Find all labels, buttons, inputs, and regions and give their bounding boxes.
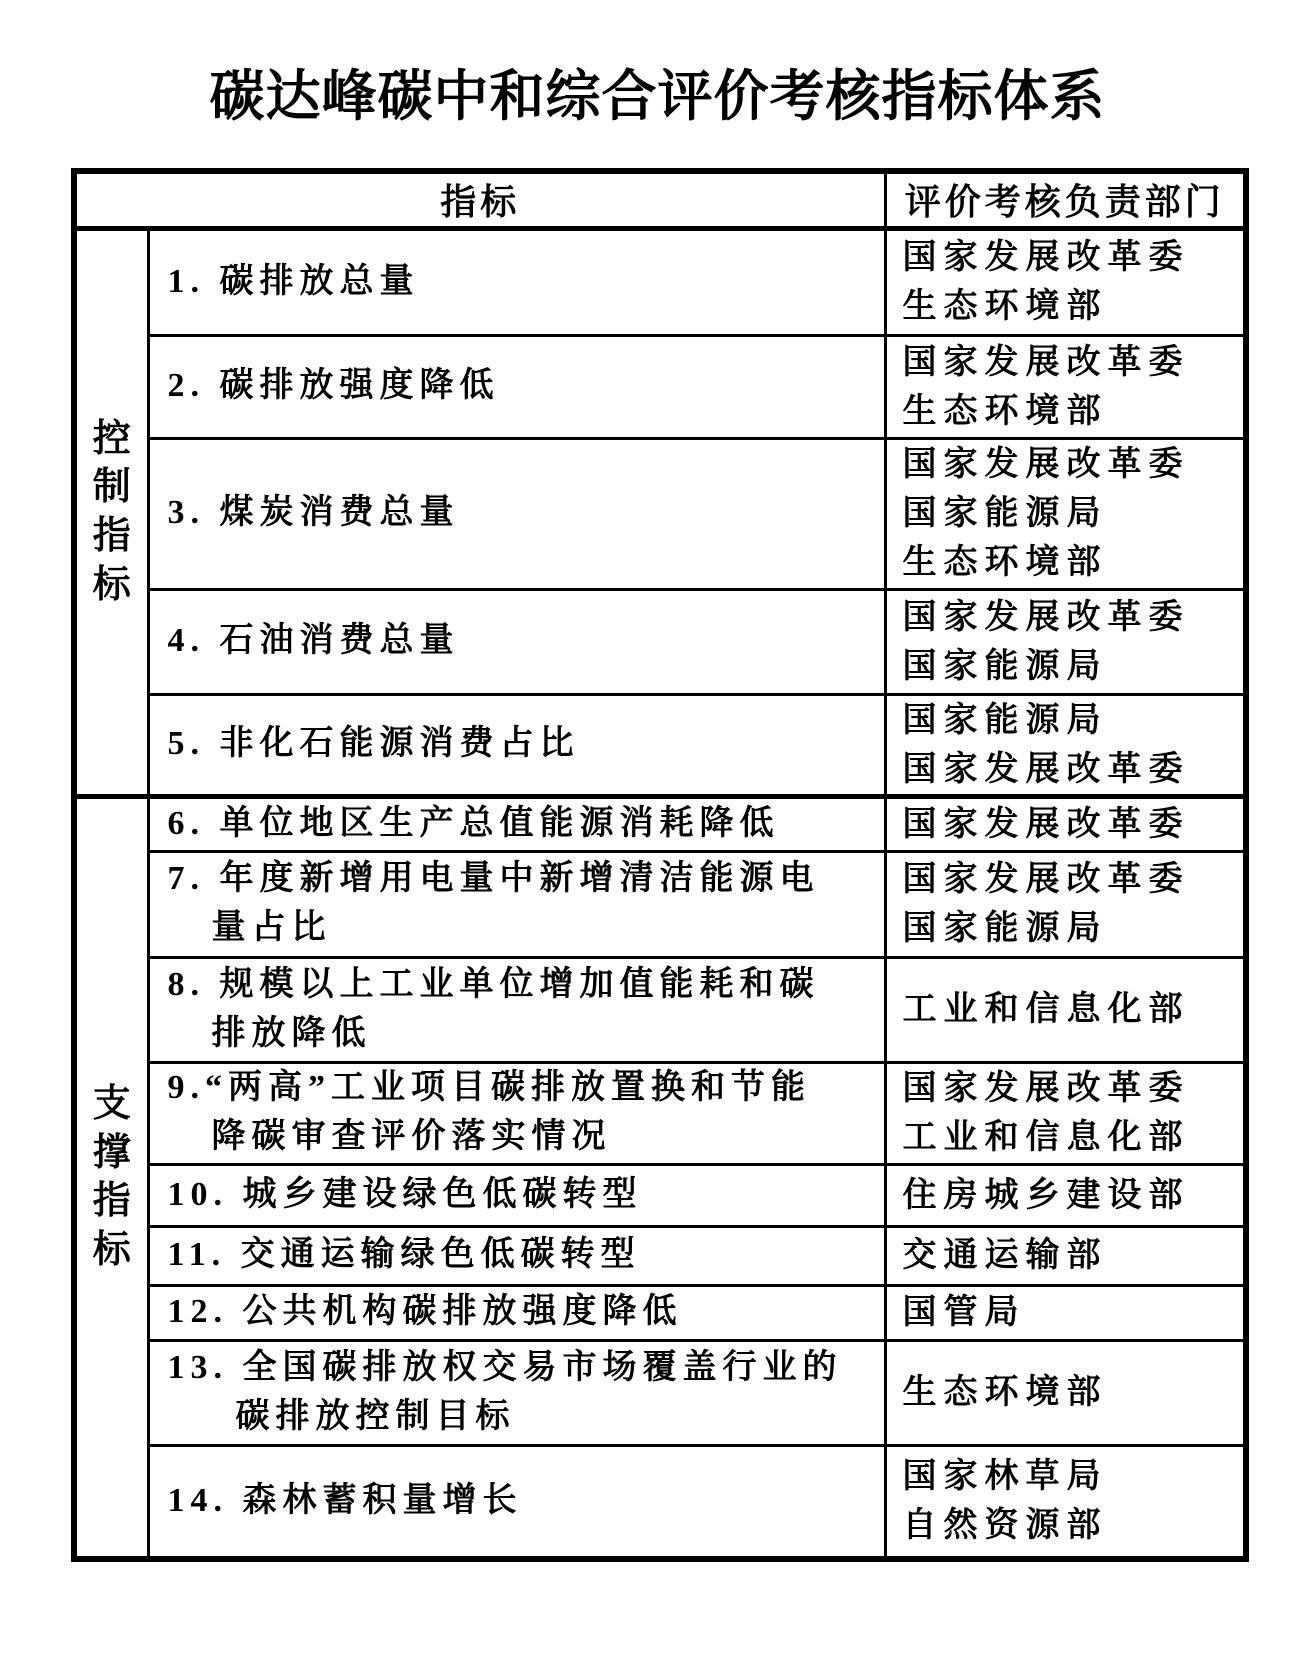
table-row <box>74 694 1246 796</box>
indicator-cell: 8. 规模以上工业单位增加值能耗和碳 排放降低 <box>148 957 885 1062</box>
department-cell: 工业和信息化部 <box>885 957 1246 1062</box>
indicator-table <box>71 168 1249 1562</box>
table-row <box>74 1340 1246 1445</box>
indicator-cell: 2. 碳排放强度降低 <box>148 335 885 438</box>
col-header-department: 评价考核负责部门 <box>885 171 1246 228</box>
indicator-cell: 1. 碳排放总量 <box>148 228 885 335</box>
table-row <box>74 589 1246 694</box>
indicator-cell: 11. 交通运输绿色低碳转型 <box>148 1226 885 1285</box>
table-row <box>74 228 1246 335</box>
indicator-cell: 12. 公共机构碳排放强度降低 <box>148 1285 885 1340</box>
table-row <box>74 1285 1246 1340</box>
department-cell: 国家发展改革委 <box>885 796 1246 851</box>
table-row <box>74 438 1246 589</box>
category-label: 控制指标 <box>92 417 131 606</box>
table-row <box>74 957 1246 1062</box>
department-cell: 国家发展改革委 生态环境部 <box>885 335 1246 438</box>
table-header-row <box>74 171 1246 228</box>
indicator-cell: 3. 煤炭消费总量 <box>148 438 885 589</box>
category-label: 支撑指标 <box>92 1083 131 1271</box>
department-cell: 国家发展改革委 工业和信息化部 <box>885 1062 1246 1164</box>
department-cell: 国家能源局 国家发展改革委 <box>885 694 1246 796</box>
department-cell: 交通运输部 <box>885 1226 1246 1285</box>
indicator-cell: 10. 城乡建设绿色低碳转型 <box>148 1164 885 1226</box>
indicator-cell: 5. 非化石能源消费占比 <box>148 694 885 796</box>
col-header-indicator: 指标 <box>74 171 885 228</box>
indicator-cell: 14. 森林蓄积量增长 <box>148 1445 885 1559</box>
table-row <box>74 1062 1246 1164</box>
table-row <box>74 851 1246 957</box>
department-cell: 国家发展改革委 国家能源局 生态环境部 <box>885 438 1246 589</box>
indicator-cell: 9.“两高”工业项目碳排放置换和节能 降碳审查评价落实情况 <box>148 1062 885 1164</box>
category-cell-support <box>74 796 148 1559</box>
category-cell-control <box>74 228 148 796</box>
table-row <box>74 335 1246 438</box>
indicator-cell: 13. 全国碳排放权交易市场覆盖行业的 碳排放控制目标 <box>148 1340 885 1445</box>
department-cell: 国管局 <box>885 1285 1246 1340</box>
indicator-cell: 6. 单位地区生产总值能源消耗降低 <box>148 796 885 851</box>
table-row <box>74 1226 1246 1285</box>
page-title: 碳达峰碳中和综合评价考核指标体系 <box>209 66 1106 127</box>
table-row <box>74 1164 1246 1226</box>
table-row <box>74 796 1246 851</box>
department-cell: 生态环境部 <box>885 1340 1246 1445</box>
department-cell: 国家林草局 自然资源部 <box>885 1445 1246 1559</box>
indicator-cell: 7. 年度新增用电量中新增清洁能源电 量占比 <box>148 851 885 957</box>
department-cell: 国家发展改革委 生态环境部 <box>885 228 1246 335</box>
indicator-cell: 4. 石油消费总量 <box>148 589 885 694</box>
department-cell: 住房城乡建设部 <box>885 1164 1246 1226</box>
table-row <box>74 1445 1246 1559</box>
department-cell: 国家发展改革委 国家能源局 <box>885 851 1246 957</box>
department-cell: 国家发展改革委 国家能源局 <box>885 589 1246 694</box>
